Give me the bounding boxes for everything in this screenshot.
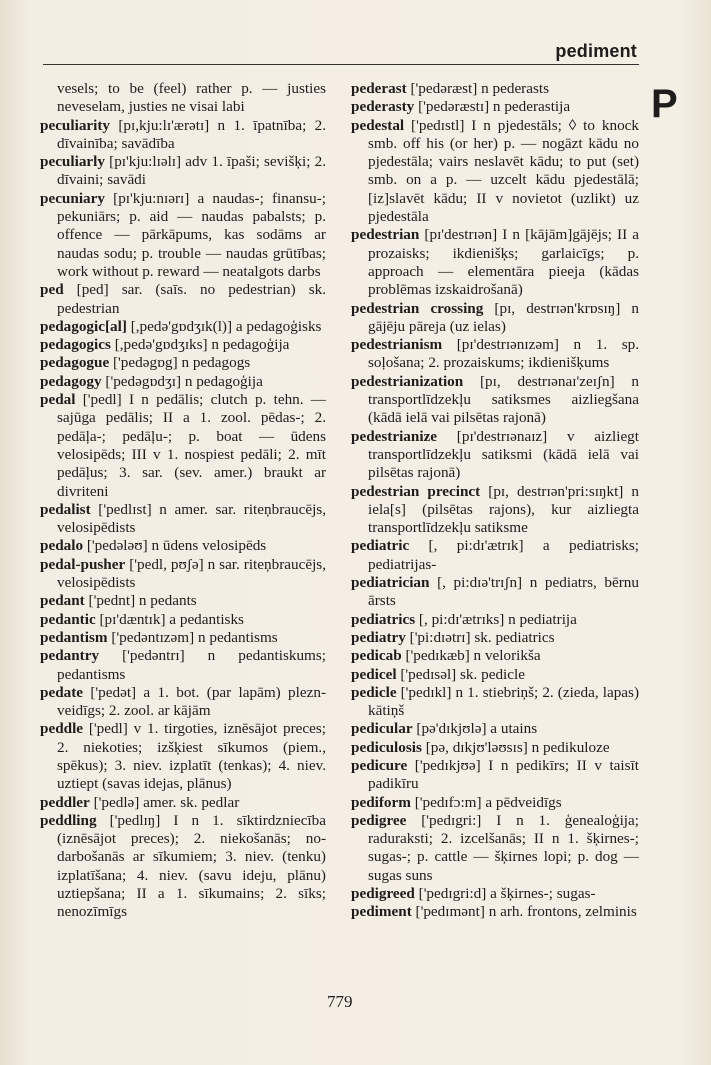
headword: pedalist <box>40 500 91 518</box>
entry-definition: [pə'dɪkjʊlə] a utains <box>412 720 538 738</box>
headword: ped <box>40 281 64 299</box>
entry-definition: ['pedl] v 1. tirgoties, iznēsājot preces; 2. niekoties; izšķiest sīkumos (piem., spēkus); 3. niev. izplatīt (tenkas); 4. niev. uztiept (savas idejas, plānus) <box>57 720 326 793</box>
entry-definition: ['pedɪfɔ:m] a pēdveidīgs <box>410 793 562 811</box>
headword: pedicular <box>351 720 413 738</box>
entry-definition: vesels; to be (feel) rather p. — justies neveselam, justies ne visai labi <box>57 80 326 116</box>
headword: peculiarity <box>40 116 111 134</box>
headword: pedagogy <box>40 372 102 390</box>
headword: pediment <box>351 903 412 921</box>
entry-definition: [pɪ'destrɪən] I n [kājām]gājējs; II a prozaisks; ikdienišķs; garlaicīgs; p. approach — elementāra pieeja (kādas problēmas izskaidrošanā) <box>368 226 639 299</box>
dictionary-entry <box>351 647 639 665</box>
dictionary-entry <box>40 629 326 647</box>
dictionary-entry <box>351 720 639 738</box>
entry-definition: [pɪ, destrɪən'pri:sɪŋkt] n iela[s] (pilsētas rajons), kur aizliegta transportlīdzekļu satiksme <box>368 482 639 537</box>
headword: pedestrianism <box>351 336 443 354</box>
dictionary-entry <box>40 336 326 354</box>
dictionary-entry <box>40 611 326 629</box>
headword: pedal <box>40 391 76 409</box>
headword: pedigree <box>351 811 407 829</box>
entry-definition: ['pedɪkæb] n velorikša <box>401 647 541 665</box>
headword: pedalo <box>40 537 84 555</box>
headword: pedantry <box>40 647 100 665</box>
dictionary-entry <box>351 739 639 757</box>
headword: pedal-pusher <box>40 555 126 573</box>
headword: pedestrian <box>351 226 420 244</box>
dictionary-entry <box>40 794 326 812</box>
dictionary-entry <box>40 812 326 922</box>
dictionary-entry <box>40 318 326 336</box>
entry-definition: ['pedɪgri:d] a šķirnes-; sugas- <box>414 885 596 903</box>
headword: pedagogics <box>40 336 111 354</box>
headword: pedicel <box>351 665 397 683</box>
header-rule <box>43 64 639 65</box>
dictionary-entry <box>351 903 639 921</box>
entry-definition: ['pedət] a 1. bot. (par lapām) pleznveidīgs; 2. zool. ar kājām <box>57 683 326 720</box>
entry-definition: ['pedɪsəl] sk. pedicle <box>396 665 525 683</box>
headword: pedestrianize <box>351 427 438 445</box>
dictionary-entry <box>40 537 326 555</box>
dictionary-entry <box>40 556 326 593</box>
running-head: pediment <box>555 41 637 61</box>
headword: pedicure <box>351 756 408 774</box>
entry-definition: ['pedɪgri:] I n 1. ģenealoģija; raduraksti; 2. izcelšanās; II n 1. šķirnes-; sugas-; p. cattle — šķirnes lopi; p. dog — sugas suns <box>368 811 639 884</box>
dictionary-entry <box>40 592 326 610</box>
entry-definition: ['pedɪstl] I n pjedestāls; ◊ to knock smb. off his (or her) p. — nogāzt kādu no pjedestāla; vairs neslavēt kādu; to put (set) smb. on a p. — uzcelt kādu pjedestālā; [iz]slavēt kādu; II v novietot (uzlikt) uz pjedestāla <box>368 116 639 226</box>
entry-definition: ['pi:dɪətrɪ] sk. pediatrics <box>405 628 555 646</box>
dictionary-entry <box>40 354 326 372</box>
dictionary-entry <box>40 153 326 190</box>
dictionary-entry <box>351 812 639 885</box>
dictionary-entry <box>351 611 639 629</box>
dictionary-entry <box>40 281 326 318</box>
dictionary-entry <box>351 373 639 428</box>
headword: pedagogic[al] <box>40 317 127 335</box>
entry-definition: [pɪ, destrɪənaɪ'zeɪʃn] n transportlīdzekļu satiksmes aizliegšana (kādā ielā vai pilsētas rajonā) <box>368 372 639 427</box>
entry-definition: [, pi:dɪ'ætrɪks] n pediatrija <box>415 610 577 628</box>
dictionary-entry <box>351 629 639 647</box>
entry-definition: ['pedɪkl] n 1. stiebriņš; 2. (zieda, lapas) kātiņš <box>368 683 639 720</box>
headword: peculiarly <box>40 153 105 171</box>
entry-definition: ['pedəntɪzəm] n pedantisms <box>107 628 278 646</box>
entry-definition: [pɪ, destrɪən'krɒsɪŋ] n gājēju pāreja (uz ielas) <box>368 299 639 335</box>
dictionary-entry <box>351 885 639 903</box>
entry-definition: ['pedəntrɪ] n pedantiskums; pedantisms <box>57 647 326 683</box>
entry-definition: [, pi:dɪə'trɪʃn] n pediatrs, bērnu ārsts <box>368 574 639 610</box>
headword: peddling <box>40 811 97 829</box>
right-column <box>351 80 639 922</box>
headword: pederasty <box>351 98 415 116</box>
entry-definition: [ped] sar. (saīs. no pedestrian) sk. pedestrian <box>57 281 326 317</box>
dictionary-entry <box>40 190 326 281</box>
entry-definition: ['pedəræstɪ] n pederastija <box>414 98 571 116</box>
entry-definition: ['pedlɪŋ] I n 1. sīktirdzniecība (iznēsājot preces); 2. niekošanās; nodarbošanās ar sīkumiem; 3. niev. (tenku) izplatīšana; 4. niev. (savu ideju, plānu) uztiepšana; II a 1. sīkumains; 2. sīks; nenozīmīgs <box>57 811 326 921</box>
dictionary-entry <box>351 428 639 483</box>
entry-definition: [pɪ'destrɪənɪzəm] n 1. sp. soļošana; 2. prozaiskums; ikdienišķums <box>368 336 639 372</box>
dictionary-entry <box>40 720 326 793</box>
dictionary-entry <box>351 80 639 98</box>
left-column <box>40 80 326 922</box>
dictionary-entry <box>351 336 639 373</box>
headword: pedantic <box>40 610 96 628</box>
dictionary-entry <box>351 794 639 812</box>
headword: pediatrics <box>351 610 416 628</box>
dictionary-entry <box>351 300 639 337</box>
headword: pedestrian crossing <box>351 299 484 317</box>
dictionary-entry <box>351 483 639 538</box>
thumb-index-letter: P <box>651 82 678 126</box>
dictionary-entry <box>40 391 326 501</box>
headword: pedigreed <box>351 885 415 903</box>
headword: pedagogue <box>40 354 110 372</box>
entry-definition: [pɪ'dæntɪk] a pedantisks <box>95 610 244 628</box>
entry-definition: ['pedl] I n pedālis; clutch p. tehn. — sajūga pedālis; II a 1. zool. pēdas-; 2. pedāļa-; pedāļu-; p. boat — ūdens velosipēds; III v 1. nospiest pedāli; 2. mīt pedāļus; 3. sar. (sev. amer.) braukt ar divriteni <box>57 391 326 500</box>
headword: peddle <box>40 720 84 738</box>
dictionary-entry <box>40 647 326 684</box>
headword: pedicab <box>351 647 402 665</box>
entry-definition: ['pednt] n pedants <box>84 592 197 610</box>
entry-definition: [pɪ'kju:lɪəlɪ] adv 1. īpaši; sevišķi; 2. dīvaini; savādi <box>57 153 326 189</box>
headword: pedate <box>40 683 84 701</box>
dictionary-entry <box>351 226 639 299</box>
headword: pediculosis <box>351 738 422 756</box>
headword: pedestal <box>351 116 405 134</box>
headword: pedant <box>40 592 85 610</box>
dictionary-entry <box>40 373 326 391</box>
entry-definition: ['pedəgɒdʒɪ] n pedagoģija <box>101 372 263 390</box>
headword: pedantism <box>40 628 108 646</box>
entry-definition: [,pedə'gɒdʒɪk(l)] a pedagoģisks <box>126 317 322 335</box>
entry-definition: ['pedɪmənt] n arh. frontons, zelminis <box>411 903 637 921</box>
headword: pedestrian precinct <box>351 482 481 500</box>
entry-definition: ['pedɪkjʊə] I n pedikīrs; II v taisīt padikīru <box>368 756 639 793</box>
dictionary-entry <box>40 117 326 154</box>
dictionary-entry <box>351 684 639 721</box>
entry-definition: [pɪ'destrɪənaɪz] v aizliegt transportlīdzekļu satiksmi (kādā ielā vai pilsētas rajonā) <box>368 427 639 482</box>
dictionary-entry <box>351 757 639 794</box>
headword: pecuniary <box>40 189 105 207</box>
dictionary-entry <box>40 501 326 538</box>
headword: pediatrician <box>351 574 430 592</box>
entry-definition: [pɪ,kju:lɪ'ærətɪ] n 1. īpatnība; 2. dīvainība; savādība <box>57 116 326 152</box>
headword: pediform <box>351 793 411 811</box>
dictionary-entry <box>351 98 639 116</box>
entry-definition: [pə, dɪkjʊ'ləʊsɪs] n pedikuloze <box>421 738 610 756</box>
headword: peddler <box>40 793 90 811</box>
dictionary-entry <box>351 537 639 574</box>
entry-definition: [pɪ'kju:nɪərɪ] a naudas-; finansu-; pekuniārs; p. aid — naudas pabalsts; p. offence — pārkāpums, kas sodāms ar naudas sodu; p. trouble — naudas grūtības; work without p. reward — neatalgots darbs <box>57 189 326 280</box>
dictionary-entry <box>351 117 639 227</box>
entry-definition: ['pedlə] amer. sk. pedlar <box>89 793 240 811</box>
entry-definition: ['pedəræst] n pederasts <box>406 80 550 97</box>
headword: pediatric <box>351 537 410 555</box>
dictionary-entry <box>40 80 326 117</box>
headword: pederast <box>351 80 407 97</box>
entry-definition: ['pedl, pʊʃə] n sar. riteņbraucējs, velosipēdists <box>57 555 326 592</box>
entry-definition: [, pi:dɪ'ætrɪk] a pediatrisks; pediatrijas- <box>368 537 639 573</box>
headword: pedicle <box>351 683 397 701</box>
entry-definition: ['pedəgɒg] n pedagogs <box>109 354 251 372</box>
entry-definition: ['pedlɪst] n amer. sar. riteņbraucējs, velosipēdists <box>57 500 326 537</box>
dictionary-entry <box>351 574 639 611</box>
page-number: 779 <box>327 992 353 1011</box>
dictionary-entry <box>40 684 326 721</box>
headword: pedestrianization <box>351 372 464 390</box>
dictionary-entry <box>351 666 639 684</box>
entry-definition: ['pedələʊ] n ūdens velosipēds <box>83 537 267 555</box>
headword: pediatry <box>351 628 406 646</box>
entry-definition: [,pedə'gɒdʒɪks] n pedagoģija <box>110 336 290 354</box>
